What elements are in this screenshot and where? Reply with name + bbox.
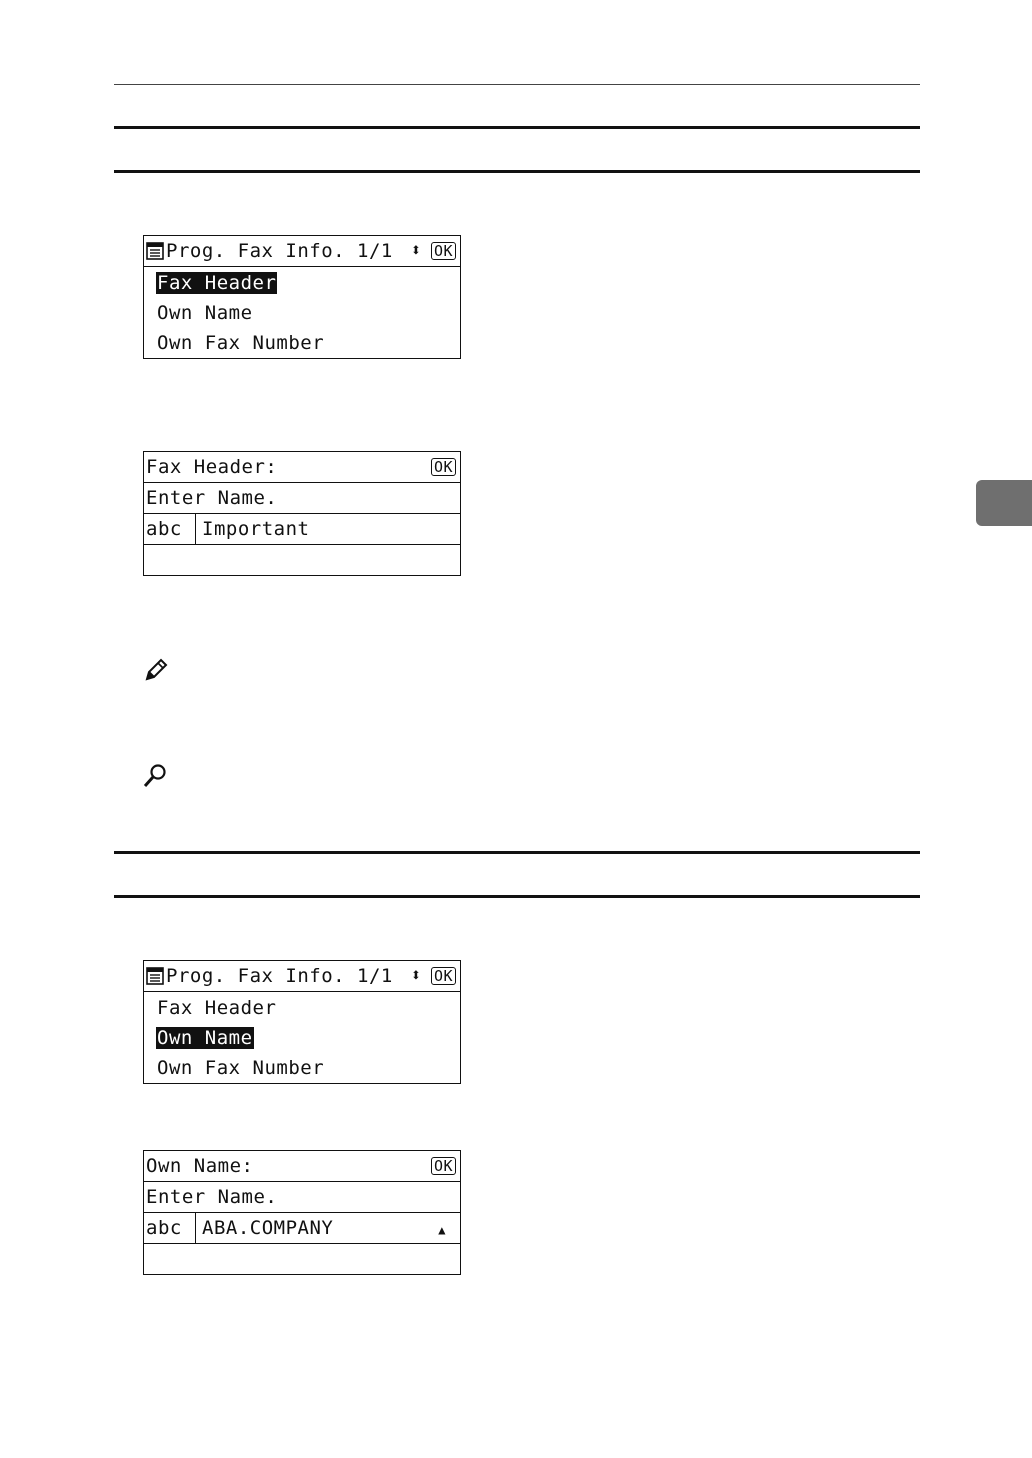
- menu-list-icon: [146, 242, 164, 260]
- ok-button[interactable]: OK: [431, 242, 456, 260]
- menu-item-own-name[interactable]: [144, 1023, 460, 1053]
- menu-item-label: Own Fax Number: [157, 332, 325, 354]
- lcd-title: Prog. Fax Info. 1/1: [166, 965, 393, 987]
- section-rule-bottom: [114, 170, 920, 173]
- menu-item-fax-header[interactable]: [144, 992, 460, 1023]
- lcd-screen-own-name: [143, 1150, 461, 1275]
- ok-button[interactable]: OK: [431, 967, 456, 985]
- menu-item-label: Own Fax Number: [157, 1057, 325, 1079]
- menu-list-icon: [146, 967, 164, 985]
- menu-item-label: Own Name: [157, 302, 253, 324]
- lcd-title-bar: [144, 1151, 460, 1182]
- magnifier-reference-icon: [142, 762, 170, 790]
- lcd-screen-fax-header: [143, 451, 461, 576]
- menu-item-own-fax-number[interactable]: [144, 328, 460, 358]
- menu-item-label: Own Name: [157, 1027, 253, 1049]
- lcd-prompt: Enter Name.: [144, 483, 460, 514]
- lcd-title-bar: [144, 961, 460, 992]
- lcd-title-bar: [144, 236, 460, 267]
- lcd-blank-row: [144, 545, 460, 575]
- ok-button[interactable]: OK: [431, 458, 456, 476]
- section2-rule-top: [114, 851, 920, 854]
- lcd-input-row[interactable]: [144, 1213, 460, 1244]
- input-mode-label: abc: [144, 514, 196, 544]
- pencil-note-icon: [142, 657, 170, 685]
- input-mode-label: abc: [144, 1213, 196, 1243]
- cursor-up-arrow-icon: ▲: [438, 1223, 446, 1237]
- menu-item-own-name[interactable]: [144, 298, 460, 328]
- lcd-title: Own Name:: [146, 1155, 254, 1177]
- lcd-title: Prog. Fax Info. 1/1: [166, 240, 393, 262]
- lcd-input-row[interactable]: [144, 514, 460, 545]
- lcd-prompt: Enter Name.: [144, 1182, 460, 1213]
- ok-button[interactable]: OK: [431, 1157, 456, 1175]
- chapter-tab: [976, 480, 1032, 526]
- header-rule: [114, 84, 920, 85]
- lcd-screen-prog-fax-info-2: [143, 960, 461, 1084]
- up-down-arrows-icon[interactable]: ⬍: [410, 240, 422, 261]
- name-input-value[interactable]: ABA.COMPANY: [202, 1217, 334, 1239]
- section-rule-top: [114, 126, 920, 129]
- lcd-title-bar: [144, 452, 460, 483]
- menu-item-label: Fax Header: [157, 997, 277, 1019]
- lcd-blank-row: [144, 1244, 460, 1274]
- name-input-value[interactable]: Important: [202, 518, 310, 540]
- lcd-screen-prog-fax-info: [143, 235, 461, 359]
- menu-item-fax-header[interactable]: [144, 267, 460, 298]
- section2-rule-bottom: [114, 895, 920, 898]
- up-down-arrows-icon[interactable]: ⬍: [410, 965, 422, 986]
- menu-item-label: Fax Header: [157, 272, 277, 294]
- lcd-title: Fax Header:: [146, 456, 278, 478]
- menu-item-own-fax-number[interactable]: [144, 1053, 460, 1083]
